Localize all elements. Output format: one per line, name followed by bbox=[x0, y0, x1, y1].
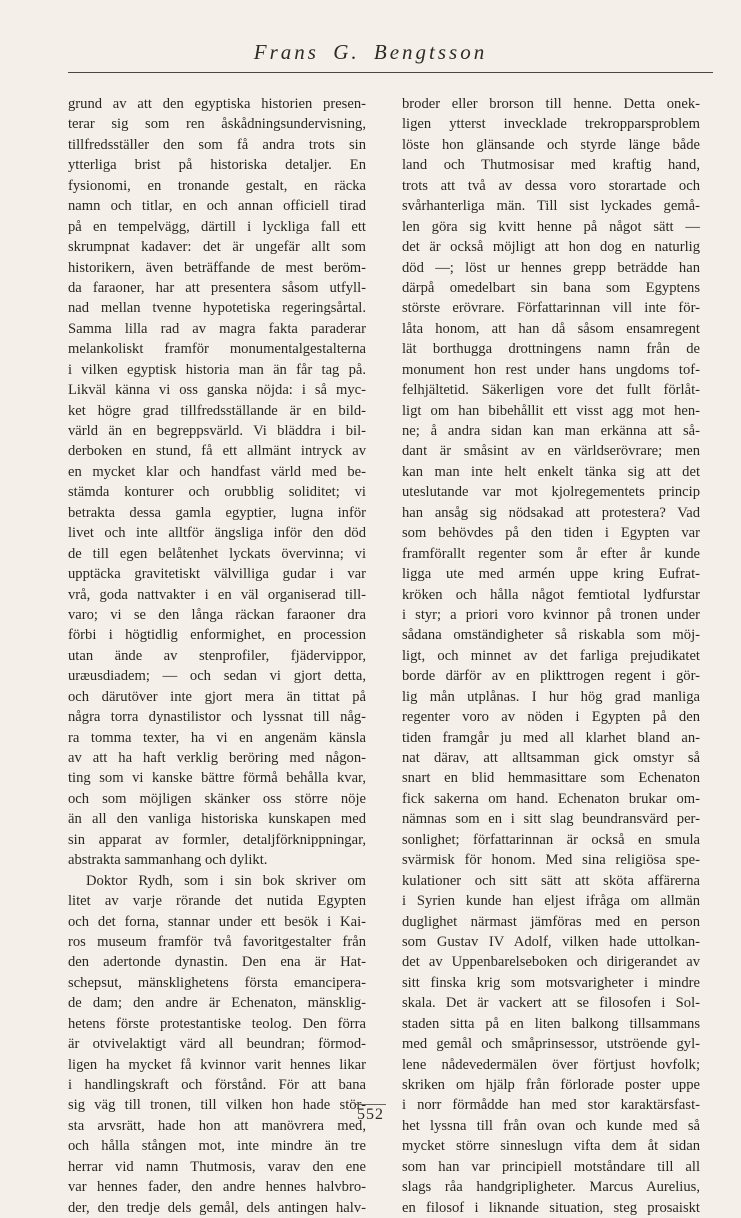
text-line: abstrakta sammanhang och dylikt. bbox=[68, 852, 268, 869]
text-line: varo; vi se den långa räckan faraoner dra bbox=[68, 606, 366, 623]
running-header: Frans G. Bengtsson bbox=[253, 40, 488, 64]
text-line: nat därav, att alltsamman gick omstyr så bbox=[402, 750, 700, 766]
text-line: slags råa handgripligheter. Marcus Aurelius, bbox=[402, 1179, 700, 1196]
text-line: mycket större sinneslugn vifta dem åt sidan bbox=[402, 1138, 700, 1155]
text-line: sitt finska krig som motsvarigheter i mindre bbox=[402, 974, 700, 991]
text-line: ket högre grad tillfredsställande är en bild- bbox=[68, 402, 366, 419]
text-line: den adertonde dynastin. Den ena är Hat- bbox=[68, 954, 366, 971]
text-line: len göra sig kvitt henne på något sätt — bbox=[402, 218, 700, 235]
text-line: derboken en stund, få ett allmänt intryck av bbox=[68, 443, 366, 460]
text-line: därpå omedelbart sin bana som Egyptens bbox=[402, 279, 700, 296]
text-line: några torra dynastilistor och lyssnat till någ- bbox=[68, 709, 366, 726]
text-line: uteslutande var mot kjolregementets princip bbox=[402, 484, 700, 501]
text-line: namn och titlar, en och annan officiell tirad bbox=[68, 198, 366, 215]
text-line: med gemål och småprinsessor, utströende gyl- bbox=[402, 1036, 700, 1053]
text-line: kröken och hålla något femtiotal lydfurstar bbox=[402, 586, 700, 603]
text-line: de dam; den andre är Echenaton, mänsklig- bbox=[68, 995, 366, 1012]
text-line: skrumpnat kadaver: det är ungefär allt som bbox=[68, 239, 366, 256]
text-line: ligga ute med armén uppe kring Eufrat- bbox=[402, 566, 700, 583]
text-line: Samma lilla rad av magra fakta paraderar bbox=[68, 320, 366, 337]
text-line: hetens förste protestantiske teolog. Den förra bbox=[68, 1015, 366, 1032]
text-line: stämda konturer och orubblig soliditet; vi bbox=[68, 484, 366, 501]
text-line: han ansåg sig nödsakad att protestera? Vad bbox=[402, 504, 700, 521]
text-line: sig väg till tronen, till vilken hon hade stör- bbox=[68, 1097, 366, 1114]
text-line: och det forna, stannar under ett besök i Kai- bbox=[68, 913, 366, 930]
text-line: störste erövrare. Författarinnan vill inte för- bbox=[402, 300, 700, 317]
text-line: nämnas som en i sitt slag beundransvärd per- bbox=[402, 811, 700, 828]
text-line: grund av att den egyptiska historien presen- bbox=[68, 96, 366, 112]
text-line: ligen ha mycket få kvinnor varit hennes likar bbox=[68, 1056, 366, 1073]
text-line: av att ha haft verklig beröring med någon- bbox=[68, 750, 366, 766]
text-line: i vilken egyptisk historia man än får tag på. bbox=[68, 361, 366, 378]
text-line: vrå, goda nattvakter i en väl organiserad till- bbox=[68, 586, 366, 603]
text-line: nad mellan tvenne hypotetiska regeringsårtal. bbox=[68, 300, 366, 317]
text-line: historikern, även beträffande de mest beröm- bbox=[68, 259, 366, 276]
text-line: sta arvsrätt, hade hon att manövrera med, bbox=[68, 1117, 366, 1134]
text-line: låta honom, att han då såsom ensamregent bbox=[402, 320, 700, 337]
text-line: da faraoner, har att presentera såsom utfyll- bbox=[68, 279, 366, 296]
text-line: de till egen belåtenhet lyckats övervinna; vi bbox=[68, 545, 366, 562]
text-line: det av Uppenbarelseboken och dirigerandet av bbox=[402, 954, 700, 971]
text-line: herrar vid namn Thutmosis, varav den ene bbox=[68, 1158, 366, 1175]
text-line: tillfredsställer den som få andra trots sin bbox=[68, 136, 366, 153]
text-line: lät borthugga drottningens namn från de bbox=[402, 341, 700, 358]
text-line: skala. Det är vackert att se filosofen i Sol- bbox=[402, 995, 700, 1012]
text-line: lig mån utplånas. I hur hög grad manliga bbox=[402, 688, 700, 705]
text-line: ligt, och minnet av det farliga prejudikatet bbox=[402, 647, 700, 664]
text-line: duglighet närmast jämföras med en person bbox=[402, 913, 700, 930]
text-line: löste hon glänsande och styrde länge både bbox=[402, 136, 700, 153]
text-line: värld än en begreppsvärld. Vi bläddra i bil- bbox=[68, 423, 366, 439]
text-line: död —; löst ur hennes grepp beträdde han bbox=[402, 259, 700, 276]
right-column bbox=[402, 94, 700, 1218]
text-line: borde därför av en plikttrogen regent i gör- bbox=[402, 668, 700, 685]
text-line: i norr förmådde han med stor karaktärsfast- bbox=[402, 1097, 700, 1114]
text-line: det är också möjligt att hon dog en naturlig bbox=[402, 239, 700, 256]
text-line: förbi i högtidlig enformighet, en procession bbox=[68, 627, 366, 644]
text-line: utan ände av stenprofiler, fjädervippor, bbox=[68, 647, 366, 664]
text-line: uræusdiadem; — och sedan vi gjort detta, bbox=[68, 668, 366, 685]
text-line: och som möjligen skänker oss större nöje bbox=[68, 790, 366, 807]
text-line: der, den tredje dels gemål, dels antingen halv- bbox=[68, 1199, 366, 1216]
text-line: är otvivelaktigt värd all beundran; förmod- bbox=[68, 1036, 366, 1053]
text-line: som behövdes på den tiden i Egypten var bbox=[402, 525, 700, 542]
text-line: på en tempelvägg, därtill i lyckliga fall ett bbox=[68, 218, 366, 235]
text-line: i handlingskraft och förstånd. För att bana bbox=[68, 1077, 366, 1093]
text-line: monument hon rest under hans ungdoms tof- bbox=[402, 361, 700, 378]
text-line: ytterliga brist på historiska detaljer. En bbox=[68, 157, 366, 174]
text-line: dant är småsint av en världserövrare; men bbox=[402, 443, 700, 460]
text-line: ra tomma texter, ha vi en angenäm känsla bbox=[68, 729, 366, 746]
text-line: och därutöver inte gjort mera än tittat på bbox=[68, 688, 366, 705]
text-line: Likväl känna vi oss ganska nöjda: i så myc- bbox=[68, 382, 366, 399]
text-line: betrakta dessa gamla egyptier, lugna inför bbox=[68, 504, 366, 521]
text-line: staden sitta på en liten balkong tillsammans bbox=[402, 1015, 700, 1032]
text-line: ting som vi kanske bättre förmå behålla kvar, bbox=[68, 770, 366, 787]
text-line: ligen ytterst invecklade trekropparsproblem bbox=[402, 116, 700, 133]
text-line: trots att två av dessa voro storartade och bbox=[402, 177, 700, 194]
text-line: kulationer och sitt sätt att sköta affärerna bbox=[402, 872, 700, 889]
text-line: ros museum framför två favoritgestalter från bbox=[68, 933, 366, 950]
text-line: fick sakerna om hand. Echenaton brukar om- bbox=[402, 790, 700, 807]
text-line: en filosof i liknande situation, steg prosaiskt bbox=[402, 1199, 700, 1216]
text-line: sådana omständigheter så riskabla som möj- bbox=[402, 627, 700, 644]
text-line: litet av varje rörande det nutida Egypten bbox=[68, 893, 366, 910]
text-line: som han var principiell motståndare till all bbox=[402, 1158, 700, 1175]
text-line: ligt om han bibehållit ett visst agg mot hen- bbox=[402, 402, 700, 419]
text-line: lene nådevedermälen över förtjust hovfolk; bbox=[402, 1056, 700, 1073]
text-line: het lyssna till från ovan och kunde med så bbox=[402, 1117, 700, 1134]
text-line: i Syrien kunde han eljest ifråga om allmän bbox=[402, 893, 700, 910]
text-line: framförallt regenter som år efter år kunde bbox=[402, 545, 700, 562]
left-column bbox=[68, 94, 366, 1218]
text-line: snart en blid hemmasittare som Echenaton bbox=[402, 770, 700, 787]
text-line: var hennes fader, den andre hennes halvbro- bbox=[68, 1179, 366, 1196]
text-line: fysionomi, en tronande gestalt, en räcka bbox=[68, 177, 366, 194]
text-line: sonlighet; författarinnan är också en smula bbox=[402, 831, 700, 848]
text-line: i styr; a priori voro kvinnor på tronen under bbox=[402, 606, 700, 623]
text-line: land och Thutmosisar med kraftig hand, bbox=[402, 157, 700, 174]
text-line: skriken om hjälp från förlorade poster uppe bbox=[402, 1077, 700, 1093]
text-line: och hålla stången mot, inte mindre än tre bbox=[68, 1138, 366, 1155]
text-line: ne; å andra sidan kan man erkänna att så- bbox=[402, 423, 700, 439]
page-number-rule bbox=[356, 1104, 386, 1105]
text-line: en mycket klar och handfast värld med be- bbox=[68, 463, 366, 480]
text-line: felhjältetid. Säkerligen vore det fullt förlåt- bbox=[402, 382, 700, 399]
text-line: sin apparat av formler, detaljförknippningar, bbox=[68, 831, 366, 848]
text-line: schepsut, mänsklighetens första emancipera- bbox=[68, 974, 366, 991]
text-line: upptäcka gravitetiskt välvilliga gudar i var bbox=[68, 566, 366, 583]
text-line: Doktor Rydh, som i sin bok skriver om bbox=[86, 872, 366, 889]
text-line: tiden framgår ju med all klarhet bland an- bbox=[402, 729, 700, 746]
text-line: än all den vanliga historiska kunskapen med bbox=[68, 811, 366, 828]
text-line: svärmisk för honom. Med sina religiösa spe- bbox=[402, 852, 700, 869]
header-rule bbox=[68, 72, 713, 73]
text-line: broder eller brorson till henne. Detta onek- bbox=[402, 96, 700, 112]
text-line: livet och inte alltför ängsliga inför den död bbox=[68, 525, 366, 542]
text-line: svårhanterliga män. Till sist lyckades gemå- bbox=[402, 198, 700, 215]
text-line: melankoliskt framför monumentalgestalterna bbox=[68, 341, 366, 358]
page-number: 552 bbox=[357, 1106, 384, 1123]
text-line: som Gustav IV Adolf, vilken hade uttolkan- bbox=[402, 933, 700, 950]
text-line: kan man inte helt enkelt tänka sig att det bbox=[402, 463, 700, 480]
text-line: terar sig som ren åskådningsundervisning, bbox=[68, 116, 366, 133]
text-line: regenter voro av nöden i Egypten på den bbox=[402, 709, 700, 726]
